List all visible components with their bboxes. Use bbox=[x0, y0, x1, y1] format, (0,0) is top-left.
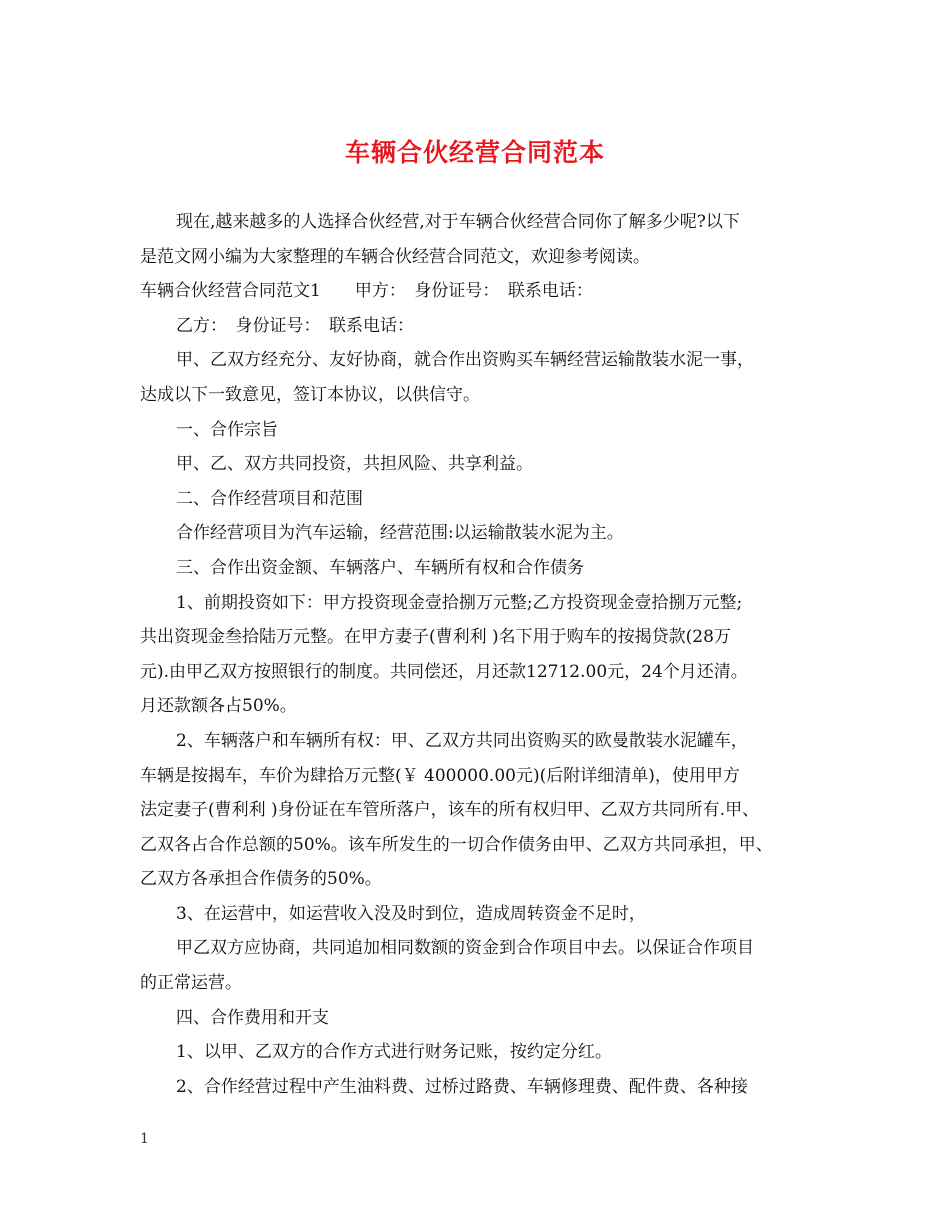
paragraph-line: 甲、乙、双方共同投资，共担风险、共享利益。 bbox=[176, 454, 533, 475]
paragraph-line: 达成以下一致意见，签订本协议，以供信守。 bbox=[140, 384, 480, 405]
paragraph-line: 的正常运营。 bbox=[140, 973, 242, 994]
section-heading: 一、合作宗旨 bbox=[176, 419, 278, 440]
paragraph-line: 元).由甲乙双方按照银行的制度。共同偿还，月还款12712.00元，24个月还清。 bbox=[140, 661, 748, 682]
paragraph-line: 3、在运营中，如运营收入没及时到位，造成周转资金不足时， bbox=[176, 903, 646, 924]
paragraph-line: 甲、乙双方经充分、友好协商，就合作出资购买车辆经营运输散装水泥一事， bbox=[176, 350, 754, 371]
section-heading: 三、合作出资金额、车辆落户、车辆所有权和合作债务 bbox=[176, 557, 584, 578]
paragraph-line: 共出资现金叁拾陆万元整。在甲方妻子(曹利利 )名下用于购车的按揭贷款(28万 bbox=[140, 627, 731, 648]
paragraph-line: 是范文网小编为大家整理的车辆合伙经营合同范文，欢迎参考阅读。 bbox=[140, 246, 650, 267]
page-number: 1 bbox=[140, 1131, 149, 1147]
paragraph-line: 法定妻子(曹利利 )身份证在车管所落户，该车的所有权归甲、乙双方共同所有.甲、 bbox=[140, 800, 760, 821]
document-title: 车辆合伙经营合同范本 bbox=[344, 138, 605, 167]
document-body bbox=[140, 205, 830, 1104]
paragraph-line: 1、前期投资如下：甲方投资现金壹拾捌万元整;乙方投资现金壹拾捌万元整; bbox=[176, 592, 743, 613]
paragraph-line: 车辆合伙经营合同范文1 甲方： 身份证号： 联系电话： bbox=[140, 281, 593, 302]
paragraph-line: 2、车辆落户和车辆所有权：甲、乙双方共同出资购买的欧曼散装水泥罐车， bbox=[176, 730, 748, 751]
paragraph-line: 月还款额各占50%。 bbox=[140, 696, 297, 717]
paragraph-line: 车辆是按揭车，车价为肆拾万元整(￥ 400000.00元)(后附详细清单)，使用甲方 bbox=[140, 765, 740, 786]
paragraph-line: 乙双方各承担合作债务的50%。 bbox=[140, 869, 382, 890]
paragraph-line: 现在,越来越多的人选择合伙经营,对于车辆合伙经营合同你了解多少呢?以下 bbox=[176, 212, 740, 232]
paragraph-line: 甲乙双方应协商，共同追加相同数额的资金到合作项目中去。以保证合作项目 bbox=[176, 938, 754, 959]
paragraph-line: 1、以甲、乙双方的合作方式进行财务记账，按约定分红。 bbox=[176, 1042, 612, 1063]
paragraph-line: 2、合作经营过程中产生油料费、过桥过路费、车辆修理费、配件费、各种接 bbox=[176, 1076, 748, 1097]
section-heading: 二、合作经营项目和范围 bbox=[176, 488, 363, 509]
paragraph-line: 乙双各占合作总额的50%。该车所发生的一切合作债务由甲、乙双方共同承担，甲、 bbox=[140, 834, 773, 855]
paragraph-line: 合作经营项目为汽车运输，经营范围:以运输散装水泥为主。 bbox=[176, 523, 624, 544]
paragraph-line: 乙方： 身份证号： 联系电话： bbox=[176, 315, 414, 336]
section-heading: 四、合作费用和开支 bbox=[176, 1007, 329, 1028]
